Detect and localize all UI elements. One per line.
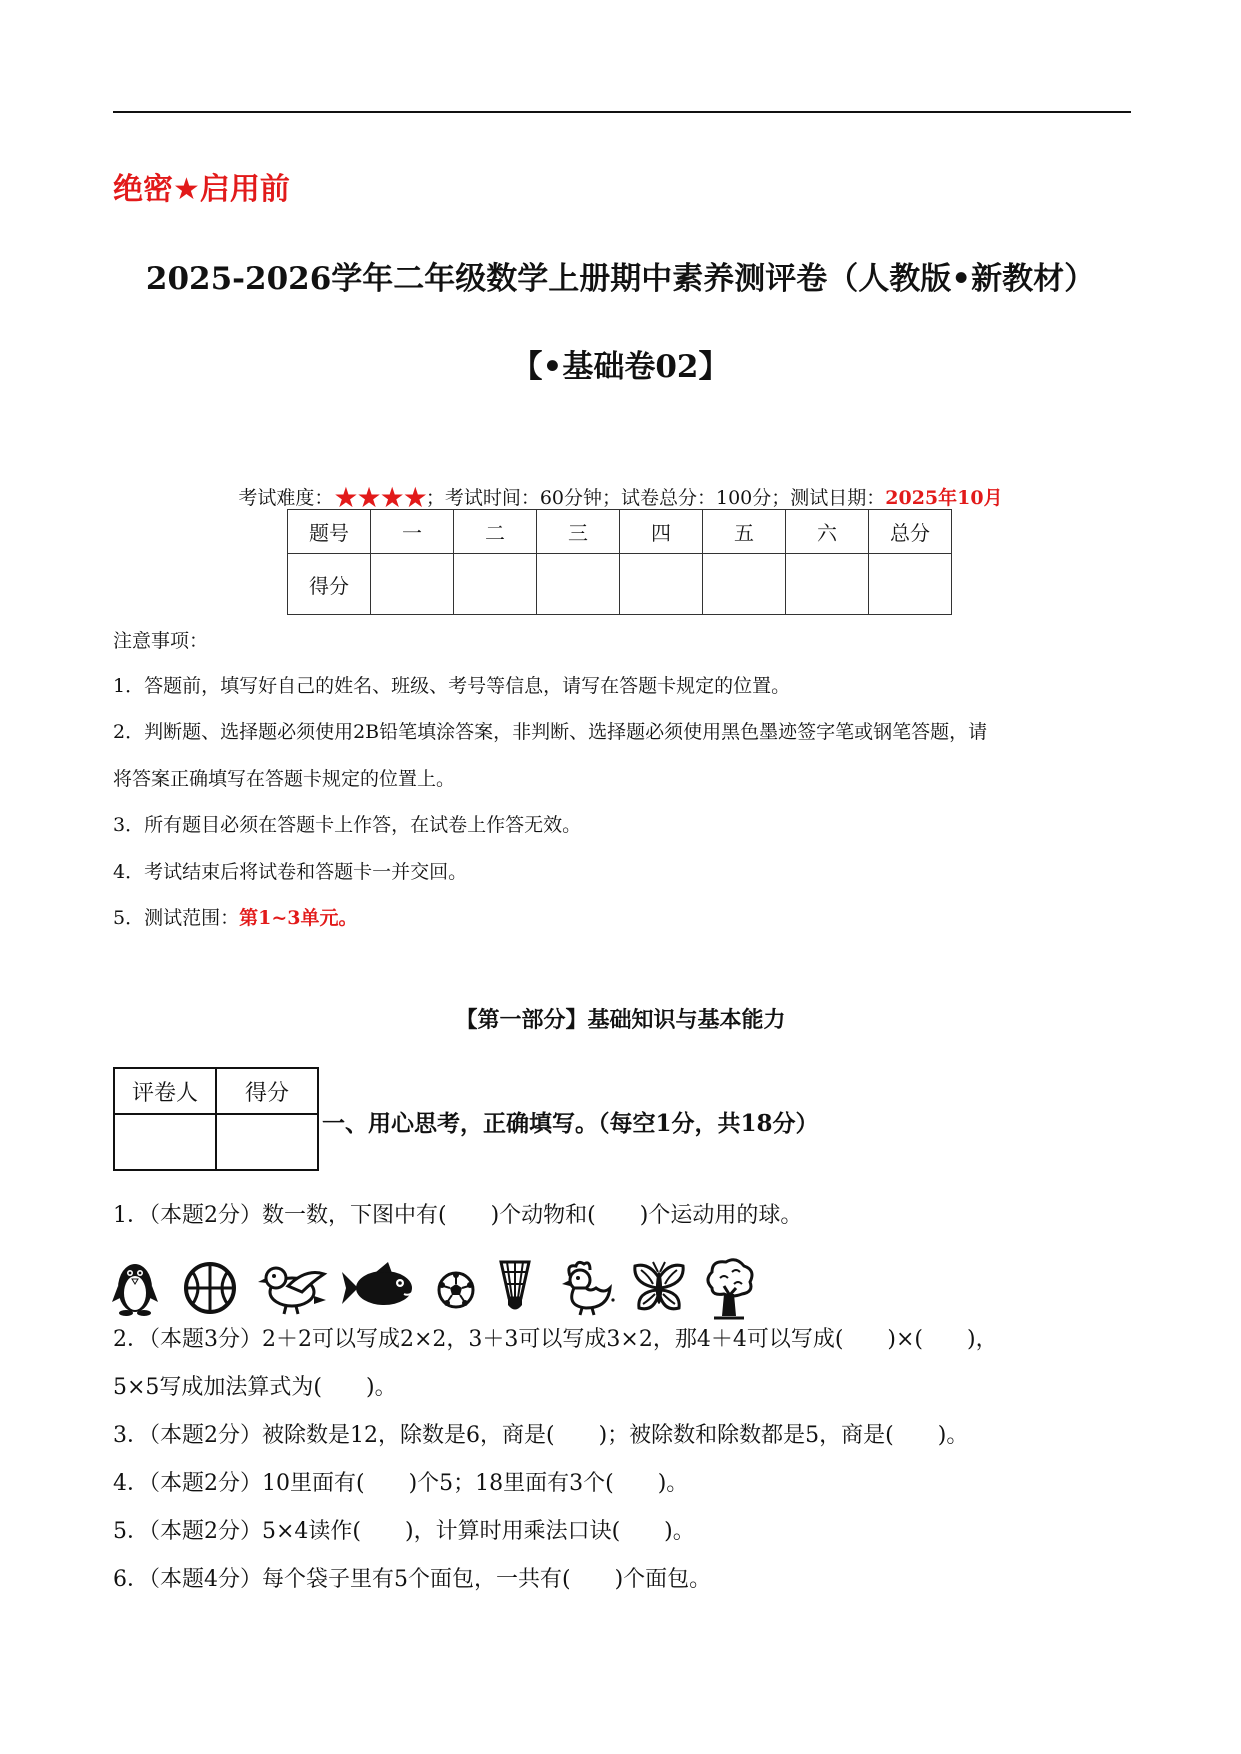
chicken-icon (556, 1258, 616, 1316)
note-range-prefix: 5．测试范围： (113, 907, 240, 929)
notes-title: 注意事项： (113, 630, 209, 652)
note-item: 1．答题前，填写好自己的姓名、班级、考号等信息，请写在答题卡规定的位置。 (113, 675, 791, 697)
grader-score-cell[interactable] (216, 1114, 318, 1170)
note-range-value: 第1~3单元。 (239, 907, 358, 929)
question-2-cont: 5×5写成加法算式为( )。 (113, 1375, 397, 1400)
score-header-cell: 二 (454, 510, 537, 554)
bird-icon (258, 1258, 328, 1316)
top-rule (113, 111, 1131, 113)
difficulty-label: 考试难度： (238, 487, 334, 509)
score-row-label: 得分 (288, 554, 371, 615)
exam-time-text: ；考试时间：60分钟；试卷总分：100分；测试日期： (425, 487, 886, 509)
basketball-icon (182, 1258, 238, 1316)
note-item: 3．所有题目必须在答题卡上作答，在试卷上作答无效。 (113, 814, 582, 836)
note-item: 4．考试结束后将试卷和答题卡一并交回。 (113, 861, 468, 883)
score-header-cell: 题号 (288, 510, 371, 554)
score-input-cell[interactable] (869, 554, 952, 615)
note-item-range (113, 903, 357, 930)
score-header-cell: 总分 (869, 510, 952, 554)
exam-subtitle: 【•基础卷02】 (511, 349, 730, 385)
section-title: 一、用心思考，正确填写。（每空1分，共18分） (322, 1110, 819, 1137)
question-1: 1．（本题2分）数一数，下图中有( )个动物和( )个运动用的球。 (113, 1203, 803, 1228)
score-header-cell: 五 (703, 510, 786, 554)
soccer-ball-icon (435, 1258, 477, 1316)
score-input-cell[interactable] (537, 554, 620, 615)
exam-date: 2025年10月 (885, 487, 1003, 509)
question-4: 4．（本题2分）10里面有( )个5；18里面有3个( )。 (113, 1471, 689, 1496)
score-input-cell[interactable] (703, 554, 786, 615)
grader-name-cell[interactable] (114, 1114, 216, 1170)
note-item: 2．判断题、选择题必须使用2B铅笔填涂答案，非判断、选择题必须使用黑色墨迹签字笔或钢笔答题，请 (113, 721, 988, 743)
question-5: 5．（本题2分）5×4读作( )，计算时用乘法口诀( )。 (113, 1519, 695, 1544)
question-6: 6．（本题4分）每个袋子里有5个面包，一共有( )个面包。 (113, 1567, 712, 1592)
question-3: 3．（本题2分）被除数是12，除数是6，商是( )；被除数和除数都是5，商是( )。 (113, 1423, 969, 1448)
penguin-icon (110, 1258, 160, 1316)
score-input-cell[interactable] (371, 554, 454, 615)
score-input-cell[interactable] (454, 554, 537, 615)
difficulty-stars: ★★★★ (333, 481, 426, 514)
score-header-cell: 三 (537, 510, 620, 554)
secret-label: 绝密★启用前 (113, 172, 290, 207)
grader-table (113, 1067, 319, 1171)
score-header-cell: 四 (620, 510, 703, 554)
part-title: 【第一部分】基础知识与基本能力 (455, 1008, 786, 1033)
question-2: 2．（本题3分）2＋2可以写成2×2，3＋3可以写成3×2，那4＋4可以写成( )×( )， (113, 1327, 998, 1352)
fish-icon (342, 1258, 416, 1316)
grader-score-label: 得分 (216, 1068, 318, 1114)
shuttlecock-icon (495, 1258, 535, 1316)
butterfly-icon (631, 1258, 687, 1316)
grader-label: 评卷人 (114, 1068, 216, 1114)
note-item: 将答案正确填写在答题卡规定的位置上。 (113, 768, 456, 790)
score-header-cell: 六 (786, 510, 869, 554)
tree-icon (702, 1258, 756, 1320)
score-table (287, 509, 952, 615)
exam-title: 2025-2026学年二年级数学上册期中素养测评卷（人教版•新教材） (145, 261, 1096, 297)
score-input-cell[interactable] (786, 554, 869, 615)
score-input-cell[interactable] (620, 554, 703, 615)
score-header-cell: 一 (371, 510, 454, 554)
